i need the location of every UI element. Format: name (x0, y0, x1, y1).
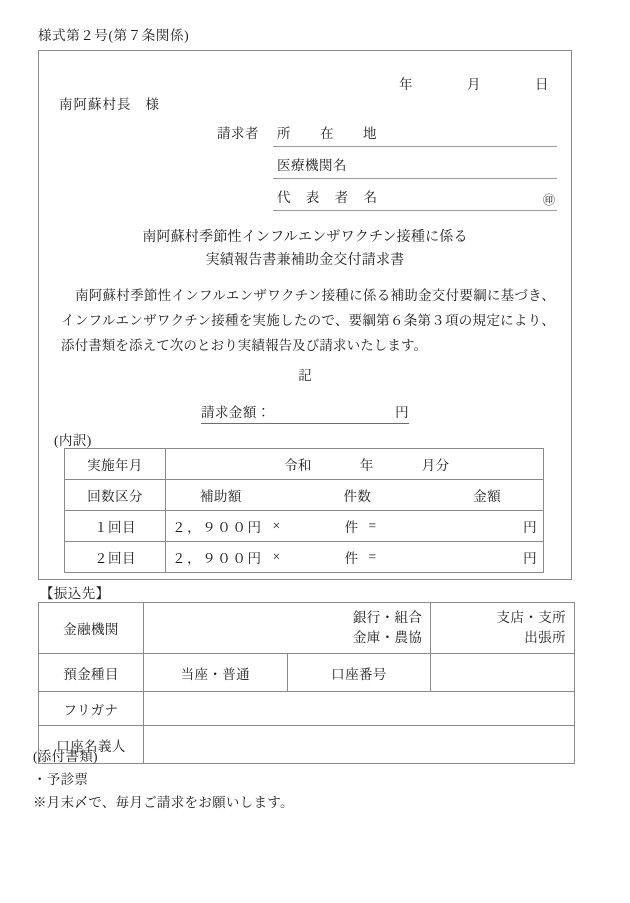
breakdown-count-category-header: 回数区分 (65, 480, 166, 511)
body-paragraph: 南阿蘇村季節性インフルエンザワクチン接種に係る補助金交付要綱に基づき、インフルエンザワクチン接種を実施したので、要綱第６条第３項の規定により、添付書類を添えて次のとおり実績報告及び請求いたします。 (61, 288, 555, 353)
document-title (39, 226, 571, 272)
breakdown-row2-label: ２回目 (65, 542, 166, 573)
breakdown-row1-amount-unit: 円 (523, 520, 537, 535)
requester-address-field[interactable] (273, 122, 557, 147)
breakdown-row1-label: １回目 (65, 511, 166, 542)
breakdown-row2-count-unit: 件 (344, 551, 359, 566)
requester-tag: 請求者 (217, 126, 259, 141)
document-title-line1: 南阿蘇村季節性インフルエンザワクチン接種に係る (142, 230, 468, 245)
requester-representative-field[interactable] (273, 186, 557, 211)
breakdown-row1-unit-price: ２，９００円 (172, 520, 263, 535)
attachments-item-1: ・予診票 (33, 772, 89, 787)
requester-institution-label: 医療機関名 (277, 158, 347, 173)
table-row (65, 511, 544, 542)
bank-branch-line1: 支店・支所 (496, 610, 566, 625)
bank-section-heading: 【振込先】 (40, 586, 110, 601)
bank-institution-name-field[interactable] (144, 603, 431, 654)
bank-account-number-label: 口座番号 (287, 654, 431, 692)
date-month-label: 月 (467, 77, 481, 92)
addressee-name: 南阿蘇村長 (59, 97, 132, 112)
requester-institution-row (217, 147, 557, 179)
breakdown-month-unit: 月分 (421, 458, 450, 473)
breakdown-row2-amount-unit: 円 (523, 551, 537, 566)
requester-tag-spacer (217, 174, 273, 179)
breakdown-period-row (65, 449, 544, 480)
bank-deposit-row (39, 654, 575, 692)
breakdown-subsidy-header: 補助額 (200, 489, 242, 504)
attachments-section (33, 745, 294, 814)
document-title-line2: 実績報告書兼補助金交付請求書 (205, 253, 405, 268)
requester-address-row (217, 115, 557, 147)
date-day-label: 日 (535, 77, 549, 92)
table-row (65, 542, 544, 573)
bank-furigana-row (39, 692, 575, 726)
bank-deposit-label: 預金種目 (39, 654, 144, 692)
bank-branch-field[interactable] (431, 603, 575, 654)
breakdown-row2-multiply: × (272, 549, 281, 564)
attachments-note: ※月末〆で、毎月ご請求をお願いします。 (33, 795, 294, 810)
claim-amount-unit: 円 (395, 405, 409, 420)
breakdown-row1-calc[interactable] (166, 511, 544, 542)
breakdown-era: 令和 (284, 458, 312, 473)
breakdown-row1-multiply: × (272, 518, 281, 533)
ki-marker: 記 (298, 368, 312, 383)
breakdown-amount-header: 金額 (473, 489, 501, 504)
bank-holder-label: 口座名義人 (39, 726, 144, 764)
bank-furigana-field[interactable] (144, 692, 575, 726)
addressee (59, 93, 160, 113)
claim-amount-line[interactable] (201, 401, 409, 424)
attachments-heading: (添付書類) (33, 749, 98, 764)
bank-deposit-type[interactable]: 当座・普通 (144, 654, 288, 692)
main-form-frame (38, 50, 572, 580)
date-year-label: 年 (399, 77, 413, 92)
addressee-suffix: 様 (145, 97, 160, 112)
requester-representative-label: 代 表 者 名 (277, 190, 384, 205)
bank-institution-label: 金融機関 (39, 603, 144, 654)
breakdown-row1-equals: = (368, 518, 377, 533)
bank-account-number-field[interactable] (431, 654, 575, 692)
breakdown-row2-unit-price: ２，９００円 (172, 551, 263, 566)
bank-institution-row (39, 603, 575, 654)
form-number: 様式第２号(第７条関係) (38, 28, 190, 43)
breakdown-year-unit: 年 (359, 458, 374, 473)
breakdown-row1-count-unit: 件 (344, 520, 359, 535)
requester-block (217, 115, 557, 211)
requester-representative-row (217, 179, 557, 211)
seal-icon: ㊞ (542, 193, 555, 207)
breakdown-columns-header (166, 480, 544, 511)
breakdown-header-row (65, 480, 544, 511)
breakdown-table (64, 448, 544, 573)
bank-transfer-table (38, 602, 575, 764)
bank-type-line1: 銀行・組合 (352, 610, 423, 625)
bank-furigana-label: フリガナ (39, 692, 144, 726)
breakdown-row2-calc[interactable] (166, 542, 544, 573)
requester-address-label: 所 在 地 (277, 126, 385, 141)
date-line (399, 73, 549, 93)
breakdown-row2-equals: = (368, 549, 377, 564)
requester-institution-field[interactable] (273, 154, 557, 179)
breakdown-label: (内訳) (54, 433, 92, 448)
breakdown-period-label: 実施年月 (65, 449, 166, 480)
bank-type-line2: 金庫・農協 (352, 630, 423, 645)
claim-amount-label: 請求金額： (201, 405, 271, 420)
bank-branch-line2: 出張所 (524, 630, 566, 645)
breakdown-count-header: 件数 (343, 489, 372, 504)
breakdown-period-value[interactable] (166, 449, 544, 480)
requester-tag-spacer-2 (217, 206, 273, 211)
